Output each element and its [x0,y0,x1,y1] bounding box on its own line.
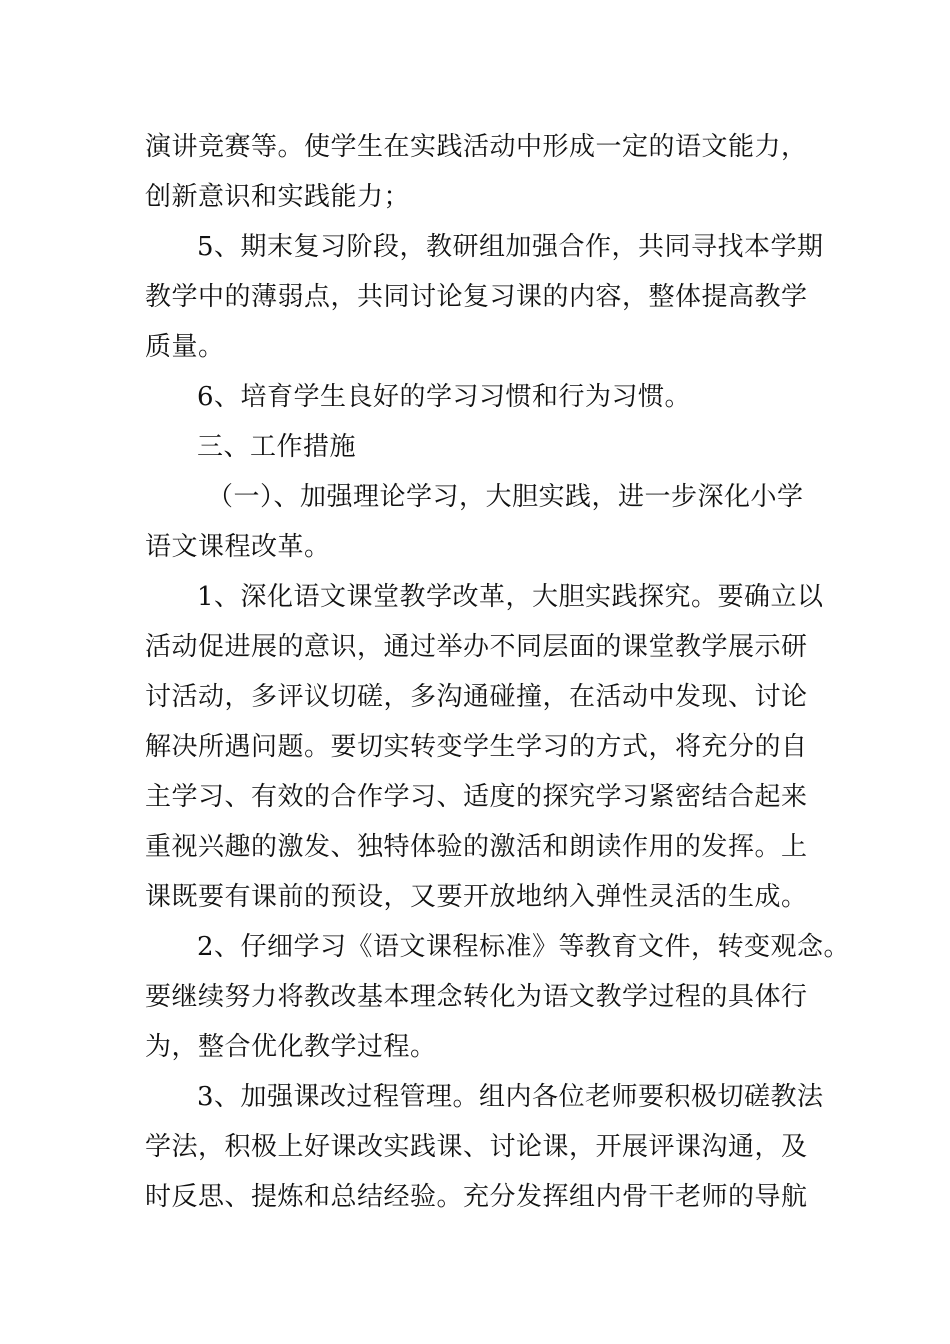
text-line: 5、期末复习阶段，教研组加强合作，共同寻找本学期 [197,232,824,262]
text-line: 1、深化语文课堂教学改革，大胆实践探究。要确立以 [197,582,824,612]
section-heading: 三、工作措施 [197,432,357,462]
text-line: 活动促进展的意识，通过举办不同层面的课堂教学展示研 [145,632,808,662]
text-line: 重视兴趣的激发、独特体验的激活和朗读作用的发挥。上 [145,832,808,862]
text-line: 讨活动，多评议切磋，多沟通碰撞，在活动中发现、讨论 [145,682,808,712]
text-line: 创新意识和实践能力； [145,182,411,212]
text-line: 演讲竞赛等。使学生在实践活动中形成一定的语文能力， [145,132,808,162]
text-line: 课既要有课前的预设，又要开放地纳入弹性灵活的生成。 [145,882,808,912]
text-line: 时反思、提炼和总结经验。充分发挥组内骨干老师的导航 [145,1182,808,1212]
text-line: 要继续努力将教改基本理念转化为语文教学过程的具体行 [145,982,808,1012]
text-line: 主学习、有效的合作学习、适度的探究学习紧密结合起来 [145,782,808,812]
text-line: 语文课程改革。 [145,532,331,562]
text-line: 解决所遇问题。要切实转变学生学习的方式，将充分的自 [145,732,808,762]
subsection-heading: （一）、加强理论学习，大胆实践，进一步深化小学 [207,482,804,512]
text-line: 6、培育学生良好的学习习惯和行为习惯。 [197,382,692,412]
text-line: 学法，积极上好课改实践课、讨论课，开展评课沟通，及 [145,1132,808,1162]
text-line: 质量。 [145,332,225,362]
text-line: 为，整合优化教学过程。 [145,1032,437,1062]
document-body [145,122,851,1222]
text-line: 2、仔细学习《语文课程标准》等教育文件，转变观念。 [197,932,851,962]
text-line: 3、加强课改过程管理。组内各位老师要积极切磋教法 [197,1082,824,1112]
text-line: 教学中的薄弱点，共同讨论复习课的内容，整体提高教学 [145,282,808,312]
